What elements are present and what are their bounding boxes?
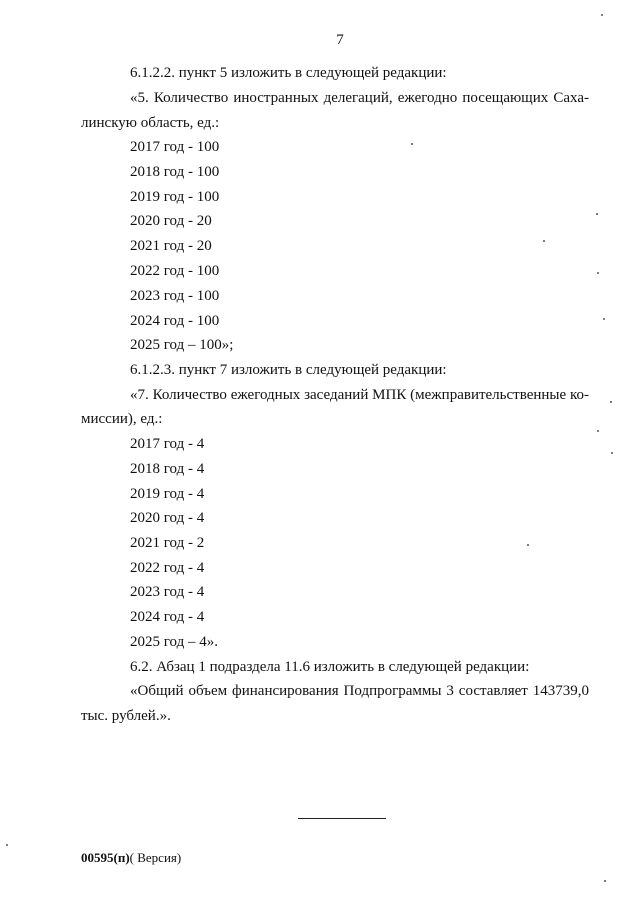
list-item: 2025 год – 100»; (130, 337, 234, 353)
list-item: 2017 год - 100 (130, 139, 220, 155)
list-item: 2025 год – 4». (130, 634, 218, 650)
scan-speck (610, 401, 612, 403)
paragraph-6-1-2-3: 6.1.2.3. пункт 7 изложить в следующей редакции: (130, 362, 447, 378)
scan-speck (411, 143, 413, 145)
paragraph-funding-text-cont: тыс. рублей.». (81, 708, 171, 724)
paragraph-6-2: 6.2. Абзац 1 подраздела 11.6 изложить в следующей редакции: (130, 659, 530, 675)
scan-speck (597, 430, 599, 432)
footer-code: 00595(п) (81, 850, 130, 865)
scan-speck (603, 318, 605, 320)
paragraph-item-5-text-cont: линскую область, ед.: (81, 115, 220, 131)
scan-speck (597, 272, 599, 274)
scan-speck (596, 213, 598, 215)
list-item: 2020 год - 4 (130, 510, 205, 526)
scan-speck (543, 240, 545, 242)
list-item: 2019 год - 100 (130, 189, 220, 205)
list-item: 2018 год - 4 (130, 461, 205, 477)
list-item: 2023 год - 100 (130, 288, 220, 304)
paragraph-item-7-text: «7. Количество ежегодных заседаний МПК (межправительственные ко- (130, 387, 589, 403)
paragraph-funding-text: «Общий объем финансирования Подпрограммы 3 составляет 143739,0 (130, 683, 589, 699)
list-item: 2022 год - 4 (130, 560, 205, 576)
footer-divider (298, 818, 386, 819)
footer-version: ( Версия) (129, 850, 182, 865)
scan-speck (604, 880, 606, 882)
scan-speck (611, 452, 613, 454)
paragraph-item-5-text: «5. Количество иностранных делегаций, ежегодно посещающих Саха- (130, 90, 589, 106)
scan-speck (6, 844, 8, 846)
list-item: 2021 год - 2 (130, 535, 205, 551)
list-item: 2020 год - 20 (130, 213, 212, 229)
list-item: 2024 год - 100 (130, 313, 220, 329)
list-item: 2024 год - 4 (130, 609, 205, 625)
list-item: 2019 год - 4 (130, 486, 205, 502)
list-item: 2021 год - 20 (130, 238, 212, 254)
list-item: 2022 год - 100 (130, 263, 220, 279)
footer-document-code (81, 850, 181, 866)
list-item: 2018 год - 100 (130, 164, 220, 180)
paragraph-6-1-2-2: 6.1.2.2. пункт 5 изложить в следующей редакции: (130, 65, 447, 81)
list-item: 2023 год - 4 (130, 584, 205, 600)
scan-speck (601, 14, 603, 16)
paragraph-item-7-text-cont: миссии), ед.: (81, 411, 163, 427)
list-item: 2017 год - 4 (130, 436, 205, 452)
page-number: 7 (336, 32, 344, 48)
scan-speck (527, 544, 529, 546)
